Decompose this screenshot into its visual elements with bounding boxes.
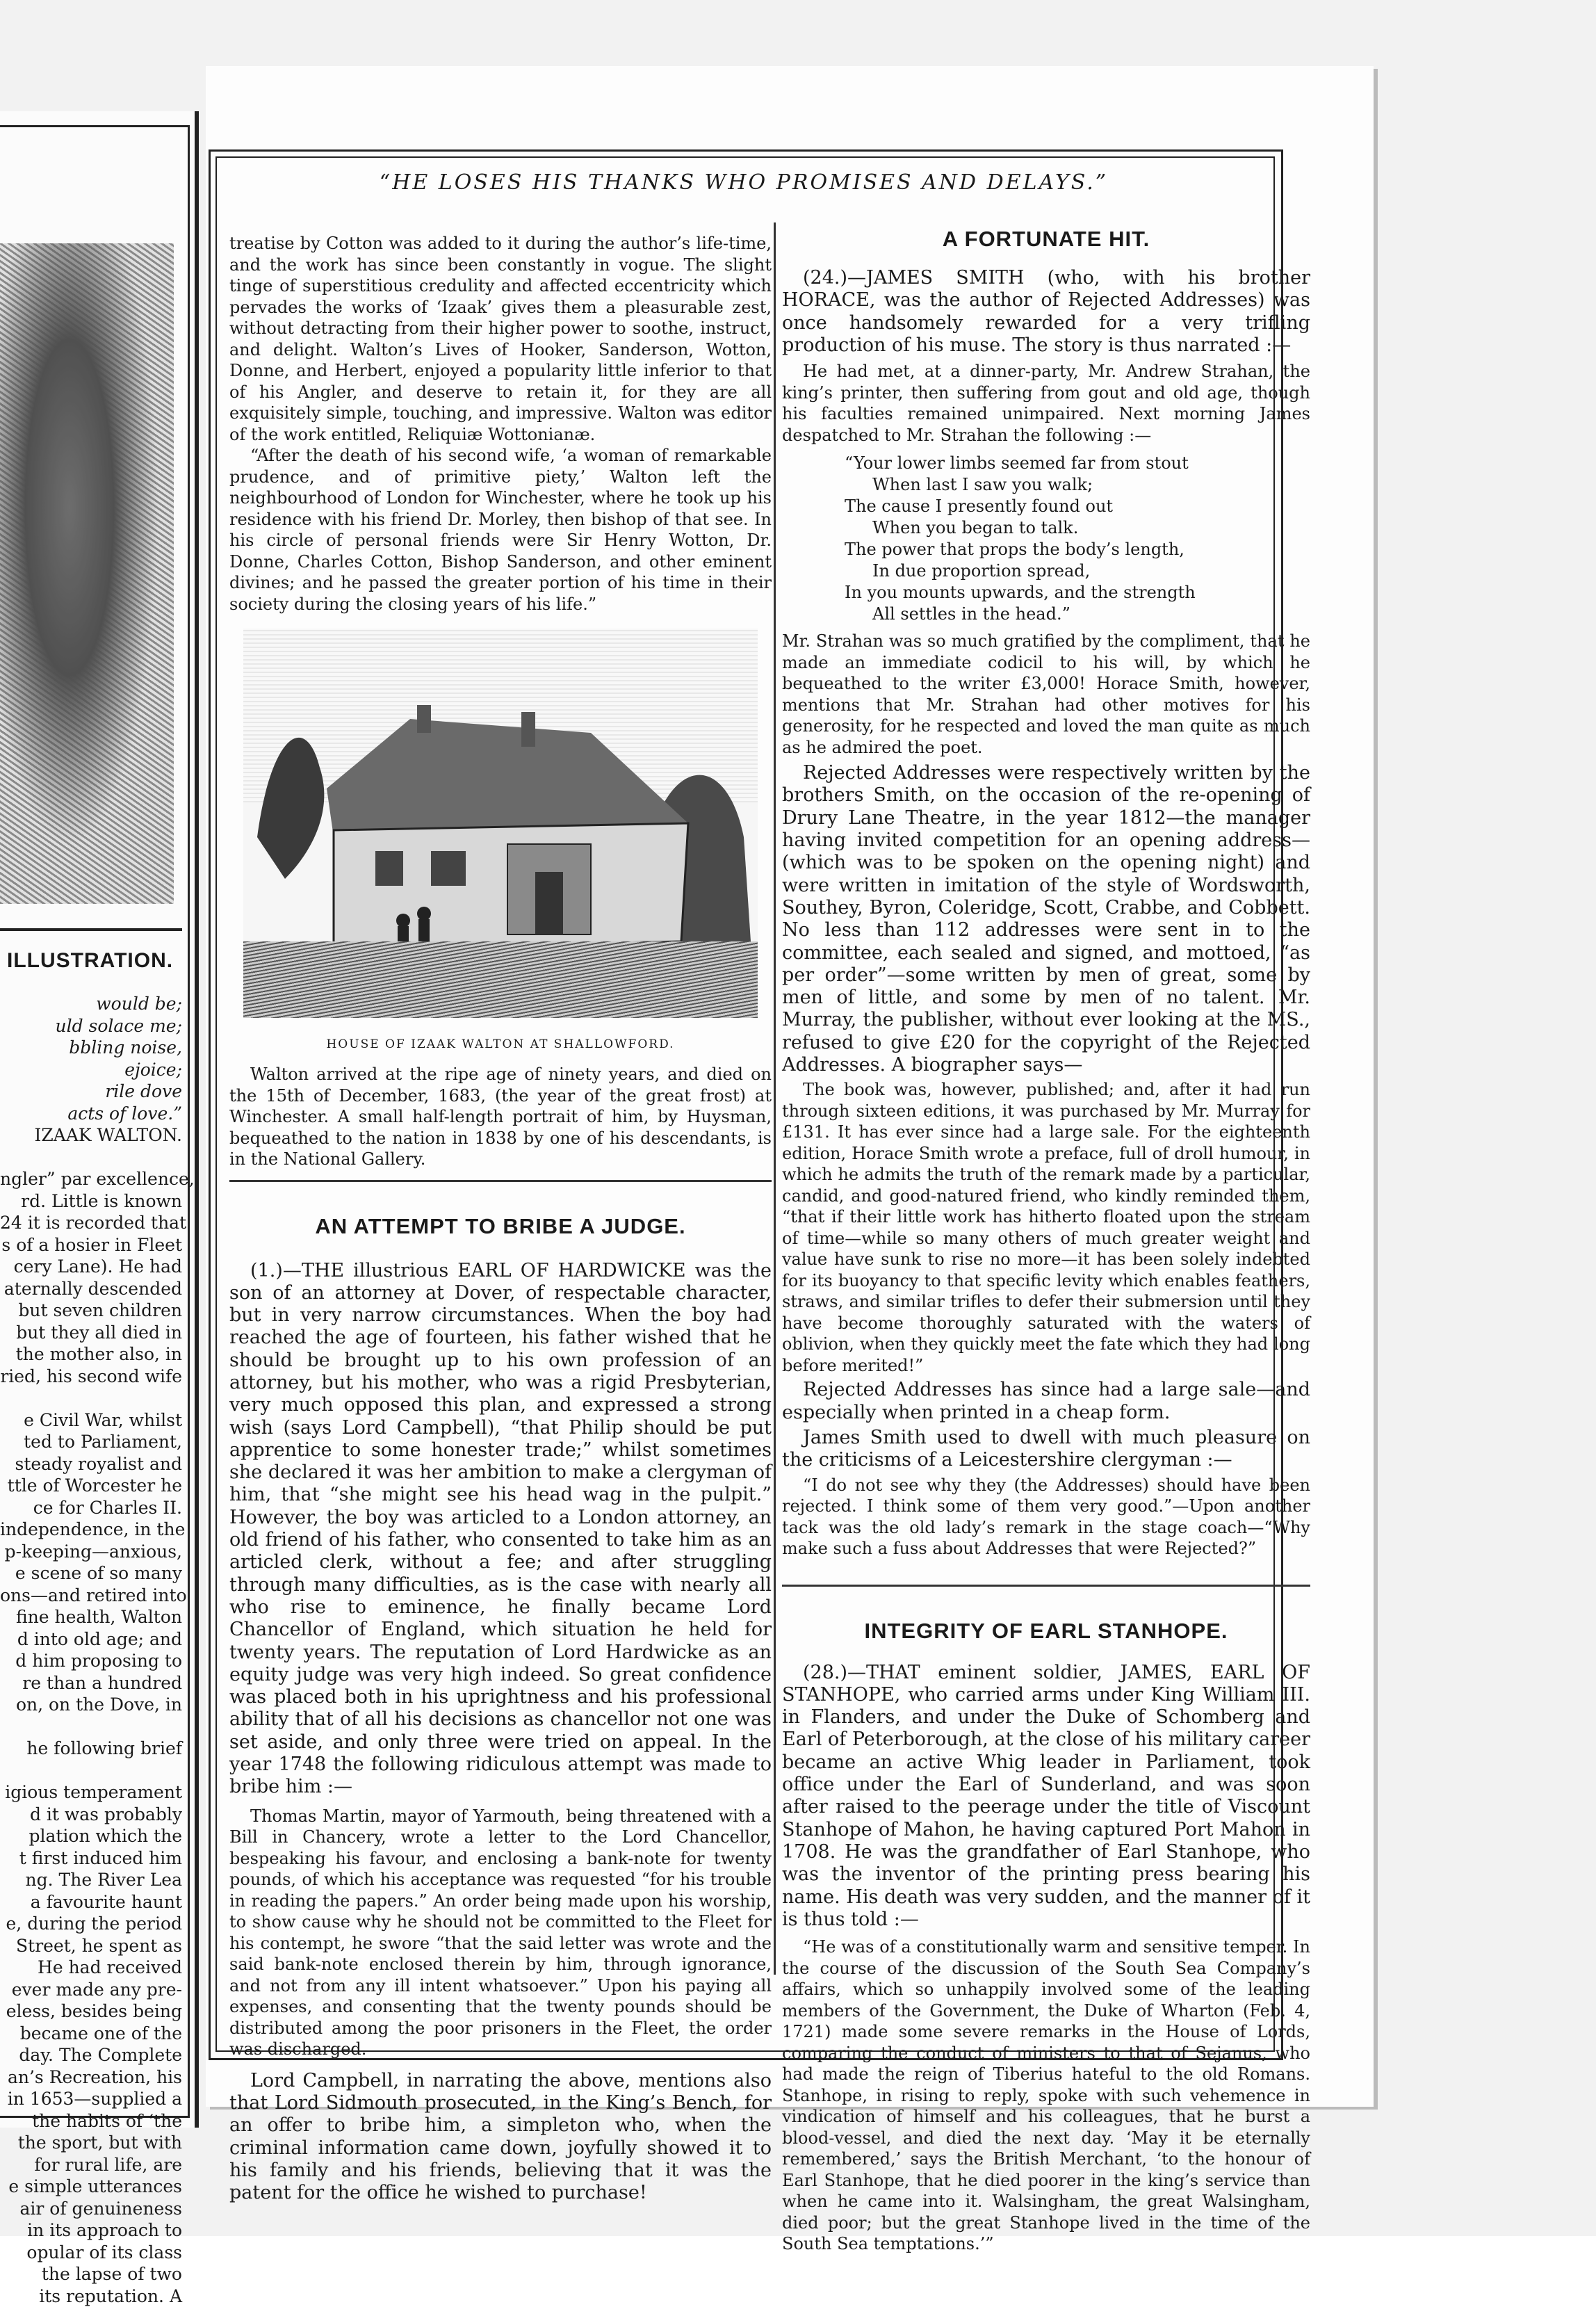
- left-page-line: ted to Parliament,: [0, 1431, 182, 1453]
- biographer-quote: The book was, however, published; and, after it had run through sixteen editions, it was purchased by Mr. Murray for £131. It has ever since had a large sale. For the eighteenth edition, Horace Smith wrote a preface, full of droll humour, in which he admits the truth of the remark made by a particular, candid, and good-natured friend, who kindly reminded them, “that if their little work has hitherto floated upon the stream of time—while so many others of much greater weight and value have sunk to rise no more—it has been solely indebted for its buoyancy to that specific levity which enables feathers, straws, and similar trifles to defer their submersion until they have become thoroughly saturated with the waters of oblivion, when they quickly meet the fate which they had long before merited!”: [782, 1079, 1310, 1376]
- left-page-line: eless, besides being: [0, 2000, 182, 2023]
- left-page-line: ever made any pre-: [0, 1979, 182, 2001]
- left-page-line: rile dove: [0, 1080, 182, 1103]
- left-page-line: acts of love.”: [0, 1103, 182, 1125]
- intro-paragraph: treatise by Cotton was added to it during the author’s life-time, and the work has since been constantly in vogue. The slight tinge of superstitious credulity and affected eccentricity which pervades the works of ‘Izaak’ gives them a pleasurable zest, without detracting from their higher power to soothe, instruct, and delight. Walton’s Lives of Hooker, Sanderson, Wotton, Donne, and Herbert, enjoyed a popularity little inferior to that of his Angler, and deserve to retain it, for they are all exquisitely simple, touching, and impressive. Walton was editor of the work entitled, Reliquiæ Wottonianæ.: [229, 233, 772, 445]
- left-page-line: [0, 1147, 182, 1169]
- walton-death-paragraph: Walton arrived at the ripe age of ninety years, and died on the 15th of December, 1683, (the year of the great frost) at Winchester. A small half-length portrait of him, by Huysman, bequeathed to the nation in 1838 by one of his descendants, is in the National Gallery.: [229, 1064, 772, 1170]
- left-page-line: [0, 1760, 182, 1782]
- left-page-line: e scene of so many: [0, 1562, 182, 1585]
- fortunate-hit-intro: (24.)—JAMES SMITH (who, with his brother HORACE, was the author of Rejected Addresses) was once handsomely rewarded for a very trifling production of his muse. The story is thus narrated :—: [782, 267, 1310, 357]
- left-page-line: the sport, but with: [0, 2132, 182, 2154]
- section-rule: [229, 1180, 772, 1182]
- left-page-line: IZAAK WALTON.: [0, 1124, 182, 1147]
- left-page-line: he following brief: [0, 1738, 182, 1760]
- left-page-line: He had received: [0, 1957, 182, 1979]
- left-page-line: p-keeping—anxious,: [0, 1541, 182, 1563]
- left-page-line: ng. The River Lea: [0, 1869, 182, 1891]
- stanhope-title: INTEGRITY OF EARL STANHOPE.: [782, 1619, 1310, 1644]
- tree-engraving: [0, 243, 174, 904]
- bribe-judge-body: (1.)—THE illustrious EARL OF HARDWICKE was the son of an attorney at Dover, of respectable character, but in very narrow circumstances. When the boy had reached the age of fourteen, his father wished that he should be brought up to his own profession of an attorney, but his mother, who was a rigid Presbyterian, very much opposed this plan, and expressed a strong wish (says Lord Campbell), “that Philip should be put apprentice to some honester trade;” whilst sometimes she declared it was her ambition to make a clergyman of him, that “she might see his head wag in the pulpit.” However, the boy was articled to a London attorney, an old friend of his father, who consented to take him as an articled clerk, without a fee; and after struggling through many difficulties, as is the case with nearly all who rise to eminence, he finally became Lord Chancellor of England, which situation he held for twenty years. The reputation of Lord Hardwicke as an equity judge was very high indeed. So great confidence was placed both in his uprightness and his professional ability that of all his decisions as chancellor not one was set aside, and only three were tried on appeal. In the year 1748 the following ridiculous attempt was made to bribe him :—: [229, 1260, 772, 1799]
- left-page-line: uld solace me;: [0, 1015, 182, 1037]
- left-page-line: an’s Recreation, his: [0, 2066, 182, 2089]
- left-page-line: e simple utterances: [0, 2176, 182, 2198]
- left-page-line: ce for Charles II.: [0, 1497, 182, 1519]
- stanhope-quote: “He was of a constitutionally warm and sensitive temper. In the course of the discussion of the South Sea Company’s affairs, which so unhappily involved some of the leading members of the Government, the Duke of Wharton (Feb. 4, 1721) made some severe remarks in the House of Lords, comparing the conduct of ministers to that of Sejanus, who had made the reign of Tiberius hateful to the old Romans. Stanhope, in rising to reply, spoke with such vehemence in vindication of himself and his colleagues, that he burst a blood-vessel, and died the next day. ‘May it be eternally remembered,’ says the British Merchant, ‘to the honour of Earl Stanhope, that he died poorer in the king’s service than when he came into it. Walsingham, the great Walsingham, died poor; but the great Stanhope lived in the time of the South Sea temptations.’”: [782, 1936, 1310, 2255]
- strahan-gratified: Mr. Strahan was so much gratified by the compliment, that he made an immediate codicil to his will, by which he bequeathed to the writer £3,000! Horace Smith, however, mentions that Mr. Strahan had other motives for his generosity, for he respected and loved the man quite as much as he admired the poet.: [782, 631, 1310, 758]
- left-page-line: ons—and retired into: [0, 1585, 182, 1607]
- left-page-line: but seven children: [0, 1300, 182, 1322]
- left-page-line: t first induced him: [0, 1847, 182, 1870]
- left-page-line: e Civil War, whilst: [0, 1409, 182, 1432]
- engraving-caption: HOUSE OF IZAAK WALTON AT SHALLOWFORD.: [229, 1037, 772, 1051]
- left-page-line: but they all died in: [0, 1322, 182, 1344]
- left-page-line: s of a hosier in Fleet: [0, 1234, 182, 1256]
- house-engraving: [243, 629, 758, 1018]
- stanhope-body: (28.)—THAT eminent soldier, JAMES, EARL OF STANHOPE, who carried arms under King William III. in Flanders, and under the Duke of Schomberg and Earl of Peterborough, at the close of his military career became an active Whig leader in Parliament, took office under the Earl of Sunderland, and was soon after raised to the peerage under the title of Viscount Stanhope of Mahon, he having captured Port Mahon in 1708. He was the grandfather of Earl Stanhope, who was the inventor of the printing press bearing his name. His death was very sudden, and the manner of it is thus told :—: [782, 1662, 1310, 1932]
- column-divider: [774, 222, 776, 1975]
- bribe-judge-quote: Thomas Martin, mayor of Yarmouth, being threatened with a Bill in Chancery, wrote a letter to the Lord Chancellor, bespeaking his favour, and enclosing a bank-note for twenty pounds, of which his acceptance was requested “for his trouble in reading the papers.” An order being made upon his worship, to show cause why he should not be committed to the Fleet for his contempt, he swore “that the said letter was wrote and the said bank-note enclosed therein by him, through ignorance, and not from any ill intent whatsoever.” Upon his paying all expenses, and consenting that the twenty pounds should be distributed among the poor prisoners in the Fleet, the order was discharged.: [229, 1806, 772, 2060]
- clergyman-paragraph: James Smith used to dwell with much pleasure on the criticisms of a Leicestershire clergyman :—: [782, 1427, 1310, 1472]
- left-page-line: the mother also, in: [0, 1343, 182, 1366]
- section-rule: [782, 1585, 1310, 1587]
- left-column: [229, 233, 772, 2204]
- left-page-line: e, during the period: [0, 1913, 182, 1935]
- left-page-line: 24 it is recorded that: [0, 1212, 182, 1234]
- clergyman-quote: “I do not see why they (the Addresses) should have been rejected. I think some of them very good.”—Upon another tack was the old lady’s remark in the stage coach—“Why make such a fuss about Addresses that were Rejected?”: [782, 1475, 1310, 1560]
- poem-line: In you mounts upwards, and the strength: [845, 582, 1310, 604]
- left-page-line: ttle of Worcester he: [0, 1475, 182, 1497]
- poem-line: The cause I presently found out: [845, 496, 1310, 517]
- left-page-line: ejoice;: [0, 1059, 182, 1081]
- left-page-line: steady royalist and: [0, 1453, 182, 1475]
- left-page-line: in 1653—supplied a: [0, 2088, 182, 2110]
- poem-line: All settles in the head.”: [845, 604, 1310, 625]
- left-page-line: aternally descended: [0, 1278, 182, 1300]
- left-page-line: fine health, Walton: [0, 1606, 182, 1628]
- left-page-line: bbling noise,: [0, 1037, 182, 1059]
- bribe-judge-ending: Lord Campbell, in narrating the above, mentions also that Lord Sidmouth prosecuted, in the King’s Bench, for an offer to bribe him, a simpleton who, when the criminal information came down, joyfully showed it to his family and his friends, believing that it was the patent for the office he wished to purchase!: [229, 2070, 772, 2205]
- left-page-line: plation which the: [0, 1825, 182, 1847]
- poem-line: When last I saw you walk;: [845, 474, 1310, 496]
- left-page-line: igious temperament: [0, 1781, 182, 1804]
- engraving-ground: [243, 941, 758, 1018]
- left-page-line: its reputation. A: [0, 2285, 182, 2307]
- left-page-line: became one of the: [0, 2023, 182, 2045]
- left-page-line: air of genuineness: [0, 2198, 182, 2220]
- left-page-line: ried, his second wife: [0, 1366, 182, 1388]
- left-page-line: [0, 1387, 182, 1409]
- left-page-text: [0, 993, 182, 2307]
- left-page-line: cery Lane). He had: [0, 1256, 182, 1278]
- left-page-line: the habits of ‘the: [0, 2110, 182, 2132]
- fortunate-hit-title: A FORTUNATE HIT.: [782, 227, 1310, 252]
- running-head: “HE LOSES HIS THANKS WHO PROMISES AND DELAYS.”: [215, 170, 1272, 195]
- left-page-line: for rural life, are: [0, 2154, 182, 2176]
- left-page-line: day. The Complete: [0, 2044, 182, 2066]
- left-page-line: d into old age; and: [0, 1628, 182, 1651]
- left-page-line: opular of its class: [0, 2242, 182, 2264]
- left-page-line: on, on the Dove, in: [0, 1694, 182, 1716]
- left-page-line: ngler” par excellence,: [0, 1168, 182, 1190]
- walton-quote-paragraph: “After the death of his second wife, ‘a woman of remarkable prudence, and of primitive piety,’ Walton left the neighbourhood of London for Winchester, where he took up his residence with his friend Dr. Morley, then bishop of that see. In his circle of personal friends were Sir Henry Wotton, Dr. Donne, Charles Cotton, Bishop Sanderson, and other eminent divines; and he passed the greater portion of his time in their society during the closing years of his life.”: [229, 445, 772, 615]
- poem-line: In due proportion spread,: [845, 560, 1310, 582]
- right-column: [782, 222, 1310, 2255]
- fortunate-hit-dinner: He had met, at a dinner-party, Mr. Andrew Strahan, the king’s printer, then suffering from gout and old age, though his faculties remained unimpaired. Next morning James despatched to Mr. Strahan the following :—: [782, 361, 1310, 446]
- cheap-form-paragraph: Rejected Addresses has since had a large sale—and especially when printed in a cheap form.: [782, 1379, 1310, 1424]
- left-page-line: would be;: [0, 993, 182, 1015]
- rejected-addresses-history: Rejected Addresses were respectively written by the brothers Smith, on the occasion of the re-opening of Drury Lane Theatre, in the year 1812—the manager having invited competition for an opening address—(which was to be spoken on the opening night) and were written in imitation of the style of Wordsworth, Southey, Byron, Coleridge, Scott, Crabbe, and Cobbett. No less than 112 addresses were sent in to the committee, each sealed and signed, and mottoed, “as per order”—some written by men of great, some by men of little, and some by men of no talent. Mr. Murray, the publisher, without ever looking at the MS., refused to give £20 for the copyright of the Rejected Addresses. A biographer says—: [782, 762, 1310, 1076]
- left-page-rule: [0, 928, 182, 931]
- left-page-line: re than a hundred: [0, 1672, 182, 1694]
- poem-line: When you began to talk.: [845, 517, 1310, 539]
- bribe-judge-title: AN ATTEMPT TO BRIBE A JUDGE.: [229, 1214, 772, 1239]
- left-page-line: rd. Little is known: [0, 1190, 182, 1213]
- left-page-line: independence, in the: [0, 1519, 182, 1541]
- left-page-line: in its approach to: [0, 2219, 182, 2242]
- strahan-poem: [845, 453, 1310, 625]
- left-page-line: d it was probably: [0, 1804, 182, 1826]
- left-page-line: the lapse of two: [0, 2263, 182, 2285]
- left-page-line: a favourite haunt: [0, 1891, 182, 1913]
- left-facing-page: [0, 111, 199, 2128]
- poem-line: “Your lower limbs seemed far from stout: [845, 453, 1310, 474]
- left-page-line: Street, he spent as: [0, 1935, 182, 1957]
- left-page-heading: ILLUSTRATION.: [7, 949, 173, 973]
- poem-line: The power that props the body’s length,: [845, 539, 1310, 560]
- left-page-line: [0, 1716, 182, 1738]
- left-page-line: d him proposing to: [0, 1650, 182, 1672]
